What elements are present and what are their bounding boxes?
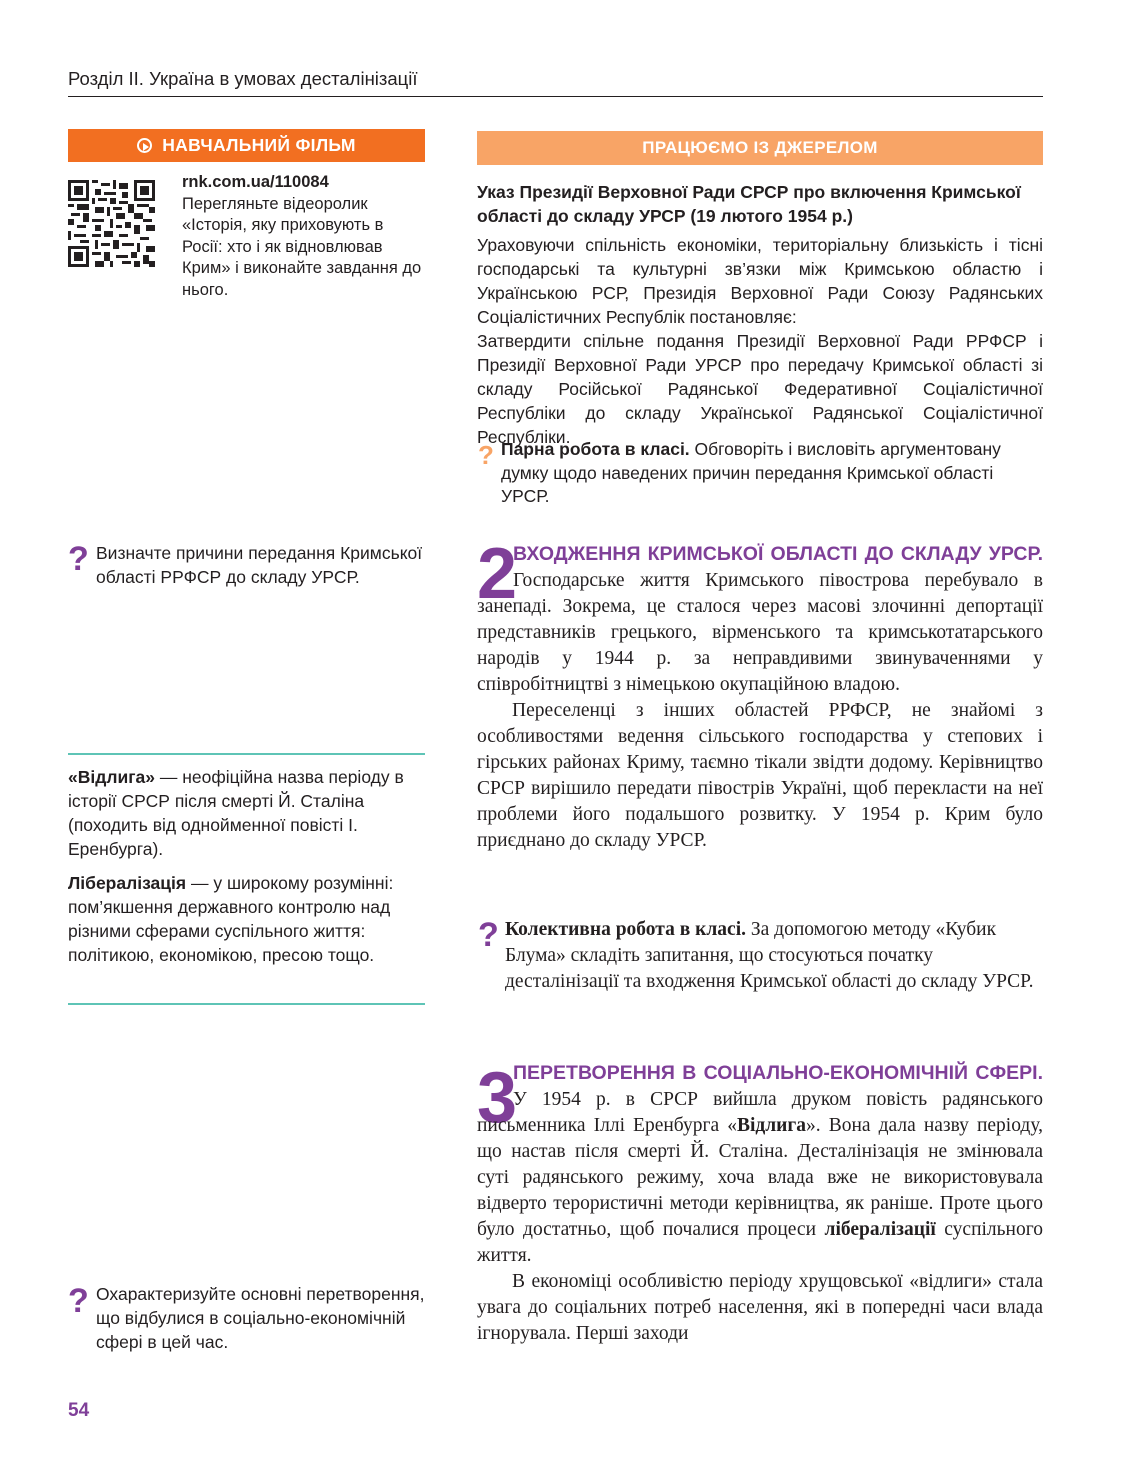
term-liberalization: лібералізації (824, 1219, 936, 1240)
glossary-term: «Відлига» (68, 767, 155, 787)
page-number: 54 (68, 1400, 90, 1421)
collective-task-text: За допомогою методу «Кубик Блума» складіть запитання, що стосуються початку десталінізації та входження Кримської області до складу УРСР. (505, 919, 1034, 992)
source-body (477, 233, 1043, 449)
section-3-flow (477, 1060, 1043, 1347)
side-question-2: Охарактеризуйте основні перетворення, що відбулися в соціально-економічній сфері в цей час. (96, 1284, 425, 1352)
header-rule (68, 96, 1043, 97)
qr-code[interactable] (68, 180, 155, 267)
text-run: У 1954 р. в СРСР вийшла друком повість радянського письменника Іллі Еренбурга « (477, 1089, 1043, 1136)
text-run: ». Вона дала назву періоду, що настав після смерті Й. Сталіна. Десталінізація не змінювала суті радянського режиму, хоча влада вже не використовувала відверто терористичні методи керівництва, як раніше. Проте цього було достатньо, щоб почалися процеси (477, 1115, 1044, 1240)
question-icon: ? (478, 440, 494, 470)
section-title: ВХОДЖЕННЯ КРИМСЬКОЇ ОБЛАСТІ ДО СКЛАДУ УРСР. (513, 543, 1043, 565)
question-icon: ? (68, 540, 89, 578)
pair-task-text: Обговоріть і висловіть аргументовану думку щодо наведених причин передання Кримської області УРСР. (501, 439, 1001, 506)
glossary-entry (68, 765, 425, 861)
film-banner-label: НАВЧАЛЬНИЙ ФІЛЬМ (162, 135, 356, 155)
glossary-definition: — неофіційна назва періоду в історії СРСР після смерті Й. Сталіна (походить від однойменної повісті І. Еренбурга). (68, 767, 404, 859)
glossary-bottom-rule (68, 1003, 425, 1005)
glossary-definition: — у широкому розумінні: пом’якшення державного контролю над різними сферами суспільного життя: політикою, економікою, пресою тощо. (68, 873, 394, 965)
play-circle-icon (137, 138, 152, 153)
section-2-lead-text: Господарське життя Кримського півострова перебувало в занепаді. Зокрема, це сталося через масові злочинні депортації представників грецького, вірменського та кримськотатарського народів у 1944 р. за неправдивими звинуваченнями у співробітництві з німецькою окупаційною владою. (477, 570, 1043, 695)
source-banner: ПРАЦЮЄМО ІЗ ДЖЕРЕЛОМ (477, 131, 1043, 165)
glossary (68, 765, 425, 977)
section-3-paragraph: В економіці особливістю періоду хрущовської «відлиги» стала увага до соціальних потреб населення, які в попередні часи влада ігнорувала. Перші заходи (477, 1271, 1043, 1344)
glossary-entry (68, 871, 425, 967)
section-3-lead-text (477, 1060, 1043, 1269)
glossary-term: Лібералізація (68, 873, 187, 893)
section-title: ПЕРЕТВОРЕННЯ В СОЦІАЛЬНО-ЕКОНОМІЧНІЙ СФЕРІ. (513, 1062, 1043, 1084)
source-paragraph: Затвердити спільне подання Президії Верховної Ради РРФСР і Президії Верховної Ради УРСР про передачу Кримської області зі складу Російської Радянської Федеративної Соціалістичної Республіки до складу Української Радянської Соціалістичної Республіки. (477, 331, 1043, 447)
source-paragraph: Ураховуючи спільність економіки, територіальну близькість і тісні господарські та культурні зв’язки між Кримською областю і Українською РСР, Президія Верховної Ради Союзу Радянських Соціалістичних Республік постановляє: (477, 235, 1043, 327)
pair-task (501, 438, 1031, 509)
film-description (182, 172, 422, 301)
film-banner (68, 129, 425, 162)
section-number: 2 (477, 534, 518, 614)
question-icon: ? (68, 1282, 89, 1320)
numeral-spacer (477, 1060, 513, 1108)
side-question-1: Визначте причини передання Кримської області РРФСР до складу УРСР. (96, 543, 423, 587)
text-run: суспільного життя. (477, 1219, 1043, 1266)
film-instructions: Перегляньте відеоролик «Історія, яку приховують в Росії: хто і як відновлював Крим» і виконайте завдання до нього. (182, 194, 422, 299)
section-2-flow (477, 541, 1043, 854)
pair-task-label: Парна робота в класі. (501, 439, 690, 459)
film-link[interactable]: rnk.com.ua/110084 (182, 173, 329, 191)
section-number: 3 (477, 1058, 518, 1138)
numeral-spacer (477, 541, 513, 589)
running-head: Розділ ІІ. Україна в умовах десталінізації (68, 68, 418, 89)
term-vidlyha: Відлига (736, 1115, 807, 1136)
collective-task-label: Колективна робота в класі. (505, 919, 746, 940)
source-title: Указ Президії Верховної Ради СРСР про включення Кримської області до складу УРСР (19 лютого 1954 р.) (477, 182, 1021, 226)
question-icon: ? (478, 916, 499, 954)
collective-task (505, 917, 1035, 995)
section-2-lead-paragraph (477, 541, 1043, 698)
glossary-top-rule (68, 753, 425, 755)
section-2-paragraph: Переселенці з інших областей РРФСР, не знайомі з особливостями ведення сільського господарства у степових і гірських районах Криму, таємно тікали звідти додому. Керівництво СРСР вирішило передати півострів Україні, щоб перекласти на неї проблеми його подальшого розвитку. У 1954 р. Крим було приєднано до складу УРСР. (477, 700, 1043, 851)
